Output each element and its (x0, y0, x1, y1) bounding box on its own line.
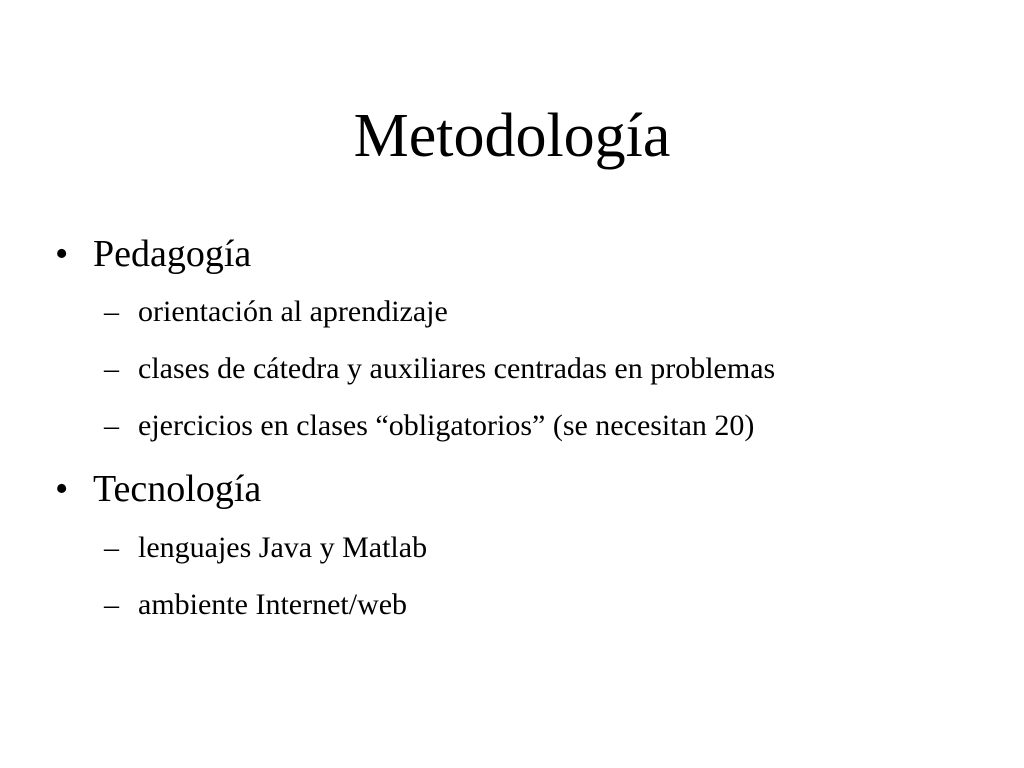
sub-item (104, 587, 407, 623)
sub-item-text: ejercicios en clases “obligatorios” (se necesitan 20) (138, 409, 755, 442)
sub-item-text: ambiente Internet/web (138, 588, 408, 621)
sub-item-text: lenguajes Java y Matlab (138, 531, 428, 564)
sub-item-text: orientación al aprendizaje (138, 295, 448, 328)
slide-title: Metodología (353, 102, 671, 170)
sub-marker: – (104, 295, 119, 328)
sub-marker: – (104, 588, 119, 621)
bullet-heading: Pedagogía (93, 233, 252, 275)
sub-item (104, 351, 775, 387)
sub-marker: – (104, 352, 119, 385)
sub-marker: – (104, 409, 119, 442)
bullet-heading: Tecnología (93, 468, 262, 510)
sub-item-text: clases de cátedra y auxiliares centradas en problemas (138, 352, 776, 385)
bullet-marker: • (55, 233, 69, 275)
sub-item (104, 530, 427, 566)
sub-item (104, 408, 754, 444)
bullet-tecnologia (55, 467, 261, 511)
bullet-pedagogia (55, 232, 251, 276)
bullet-marker: • (55, 468, 69, 510)
sub-marker: – (104, 531, 119, 564)
sub-item (104, 294, 448, 330)
